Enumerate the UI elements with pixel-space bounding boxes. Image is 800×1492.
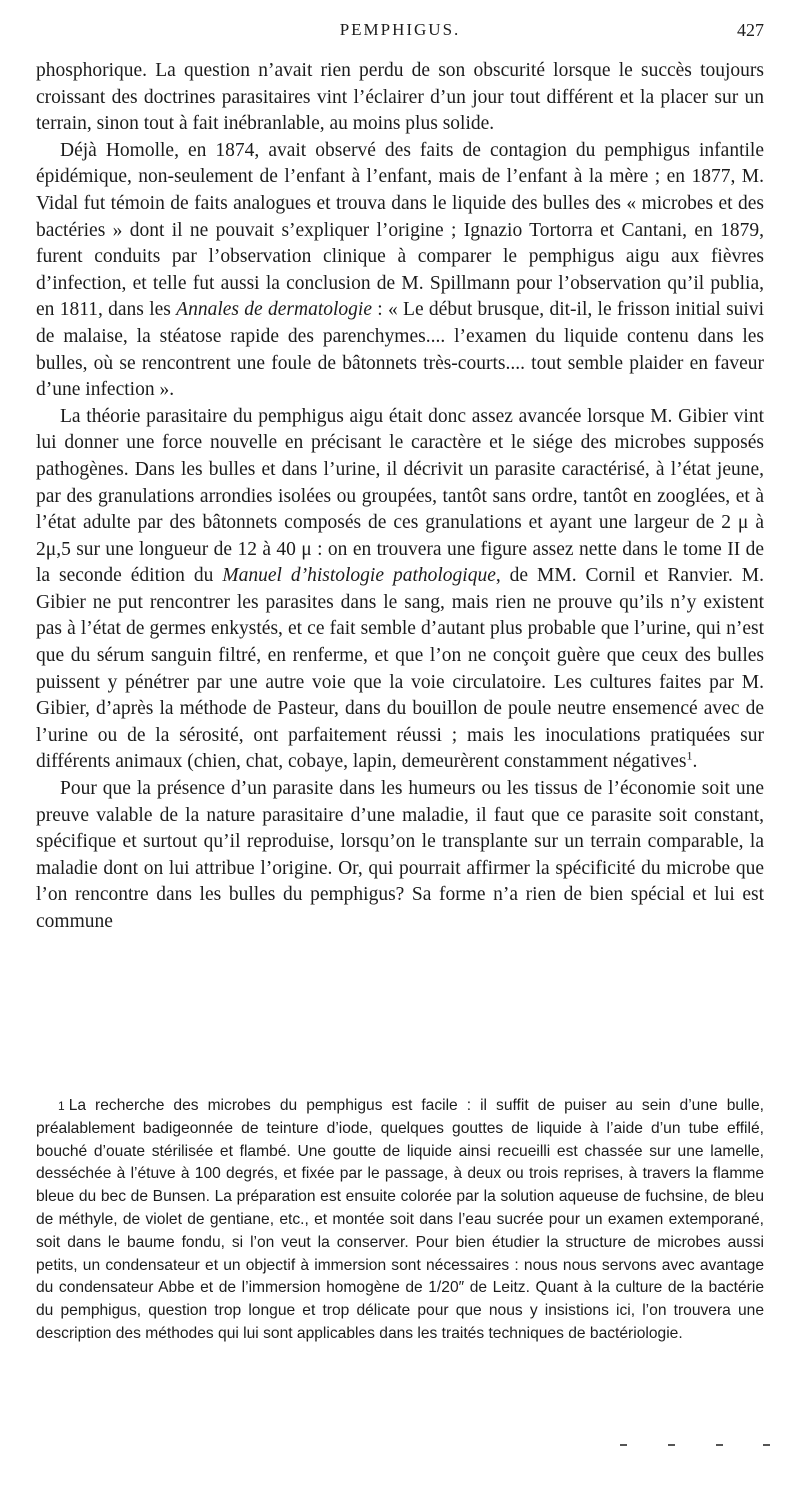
book-title: Manuel d’histologie pathologique — [222, 565, 496, 587]
running-title: PEMPHIGUS. — [339, 20, 461, 39]
paragraph-4: Pour que la présence d’un parasite dans les humeurs ou les tissus de l’économie soit une preuve valable de la nature parasitaire d’une maladie, il faut que ce parasite soit constant, spécifique et surtout qu’il reproduise, lorsqu’on le transplante sur un terrain comparable, la maladie dont on lui attribue l’origine. Or, qui pourrait affirmer la spécificité du microbe que l’on rencontre dans les bulles du pemphigus? Sa forme n’a rien de bien spécial et lui est commune — [36, 778, 764, 932]
print-dash-3 — [716, 1444, 723, 1446]
print-dash-2 — [668, 1444, 675, 1446]
paragraph-3 — [36, 404, 764, 776]
page-number: 427 — [737, 20, 764, 40]
page-header — [36, 20, 764, 46]
footnote-reference[interactable]: 1 — [686, 748, 693, 763]
paragraph-3-text-a: La théorie parasitaire du pemphigus aigu était donc assez avancée lorsque M. Gibier vint lui donner une force nouvelle en précisant le caractère et le siége des microbes supposés pathogènes. Dans les bulles et dans l’urine, il décrivit un parasite caractérisé, à l’état jeune, par des granulations arrondies isolées ou groupées, tantôt sans ordre, tantôt en zooglées, et à l’état adulte par des bâtonnets composés de ces granulations et ayant une largeur de 2 μ à 2μ,5 sur une longueur de 12 à 40 μ : on en trouvera une figure assez nette dans le tome II de la seconde édition du — [36, 405, 764, 587]
paragraph-3-text-b: , de MM. Cornil et Ranvier. M. Gibier ne put rencontrer les parasites dans le sang, mais rien ne prouve qu’ils n’y existent pas à l’état de germes enkystés, et ce fait semble d’autant plus probable que l’urine, qui n’est que du sérum sanguin filtré, en renferme, et que l’on ne conçoit guère que ceux des bulles puissent y pénétrer par une autre voie que la voie circulatoire. Les cultures faites par M. Gibier, d’après la méthode de Pasteur, dans du bouillon de poule neutre ensemencé avec de l’urine ou de la sérosité, ont parfaitement réussi ; mais les inoculations pratiquées sur différents animaux (chien, chat, cobaye, lapin, demeurèrent constamment négatives — [36, 565, 765, 773]
main-text — [36, 58, 764, 936]
footnote-text: La recherche des microbes du pemphigus est facile : il suffit de puiser au sein d’une bulle, préalablement badigeonnée de teinture d’iode, quelques gouttes de liquide à l’aide d’un tube effilé, bouché d’ouate stérilisée et flambé. Une goutte de liquide ainsi recueilli est chassée sur une lamelle, desséchée à l’étuve à 100 degrés, et fixée par le passage, à deux ou trois reprises, à travers la flamme bleue du bec de Bunsen. La préparation est ensuite colorée par la solution aqueuse de fuchsine, de bleu de méthyle, de violet de gentiane, etc., et montée soit dans l’eau sucrée pour un examen extemporané, soit dans le baume fondu, si l’on veut la conserver. Pour bien étudier la structure de microbes aussi petits, un condensateur et un objectif à immersion sont nécessaires : nous nous servons avec avantage du condensateur Abbe et de l’immersion homogène de 1/20″ de Leitz. Quant à la culture de la bactérie du pemphigus, question trop longue et trop délicate pour que nous y insistions ici, l’on trouvera une description des méthodes qui lui sont applicables dans les traités techniques de bactériologie. — [36, 1097, 764, 1342]
print-dash-1 — [620, 1444, 627, 1446]
paragraph-3-end: . — [692, 751, 698, 773]
journal-title: Annales de dermatologie — [176, 299, 372, 321]
print-dash-4 — [763, 1444, 770, 1446]
paragraph-1: phosphorique. La question n’avait rien perdu de son obscurité lorsque le succès toujours croissant des doctrines parasitaires vint l’éclairer d’un jour tout différent et la placer sur un terrain, sinon tout à fait inébranlable, au moins plus solide. — [36, 60, 764, 135]
footnote-marker: 1 — [58, 1099, 65, 1113]
paragraph-2-text-b: : « Le début brusque, dit-il, le frisson initial suivi de malaise, la stéatose rapide des parenchymes.... l’examen du liquide contenu dans les bulles, où se rencontrent une foule de bâtonnets très-courts.... tout semble plaider en faveur d’une infection ». — [36, 299, 764, 401]
footnote-1 — [36, 1095, 764, 1346]
print-marks — [620, 1444, 770, 1448]
paragraph-2-text-a: Déjà Homolle, en 1874, avait observé des faits de contagion du pemphigus infantile épidémique, non-seulement de l’enfant à l’enfant, mais de l’enfant à la mère ; en 1877, M. Vidal fut témoin de faits analogues et trouva dans le liquide des bulles des « microbes et des bactéries » dont il ne pouvait s’expliquer l’origine ; Ignazio Tortorra et Cantani, en 1879, furent conduits par l’observation clinique à comparer le pemphigus aigu aux fièvres d’infection, et telle fut aussi la conclusion de M. Spillmann pour l’observation qu’il publia, en 1811, dans les — [36, 139, 764, 321]
footnotes — [36, 1095, 764, 1346]
paragraph-2 — [36, 138, 764, 404]
